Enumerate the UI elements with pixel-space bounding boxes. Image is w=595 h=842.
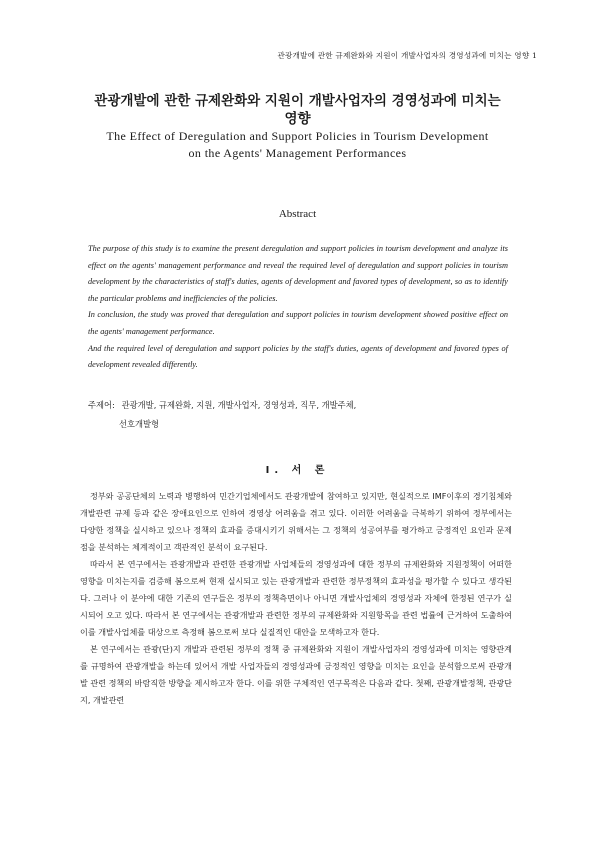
korean-title-line-2: 영향 (284, 111, 311, 127)
abstract-paragraph: The purpose of this study is to examine the present deregulation and support policies in tourism development and analyze its effect on the agents' management performance and reveal the required level of deregulation and support policies in tourism development by the characteristics of staff's duties, agents of development and favored types of development, so as to identify the particular problems and inefficiencies of the policies. (88, 244, 508, 303)
english-title-line-1: The Effect of Deregulation and Support Policies in Tourism Development (106, 129, 489, 143)
section-body (80, 488, 512, 709)
body-paragraph: 본 연구에서는 관광(단)지 개발과 관련된 정부의 정책 중 규제완화와 지원이 개발사업자의 경영성과에 미치는 영향관계를 규명하여 관광개발을 하는데 있어서 개발 사업자들의 경영성과에 긍정적인 영향을 미치는 요인을 분석함으로써 관광개발 관련 정책의 바람직한 방향을 제시하고자 한다. 이를 위한 구체적인 연구목적은 다음과 같다. 첫째, 관광개발정책, 관광단지, 개발관련 (80, 644, 512, 705)
running-head: 관광개발에 관한 규제완화와 지원이 개발사업자의 경영성과에 미치는 영향 1 (277, 51, 537, 60)
keywords-line-1: 관광개발, 규제완화, 지원, 개발사업자, 경영성과, 직무, 개발주체, (121, 400, 357, 410)
english-title (0, 128, 595, 162)
section-heading: I. 서 론 (265, 465, 330, 476)
korean-title (0, 92, 595, 128)
abstract-paragraph: In conclusion, the study was proved that deregulation and support policies in tourism development showed positive effect on the agents' management performance. (88, 310, 508, 336)
keywords-label: 주제어: (88, 400, 115, 410)
keywords (88, 396, 508, 434)
english-title-line-2: on the Agents' Management Performances (188, 146, 407, 160)
korean-title-line-1: 관광개발에 관한 규제완화와 지원이 개발사업자의 경영성과에 미치는 (94, 93, 501, 109)
abstract-heading: Abstract (278, 208, 317, 220)
abstract-paragraph: And the required level of deregulation and support policies by the staff's duties, agents of development and favored types of development revealed differently. (88, 343, 508, 370)
keywords-line-2: 선호개발형 (119, 419, 160, 429)
body-paragraph: 정부와 공공단체의 노력과 병행하여 민간기업체에서도 관광개발에 참여하고 있지만, 현실적으로 IMF이후의 경기침체와 개발관련 규제 등과 같은 장애요인으로 인하여 경영상 어려움을 겪고 있다. 이러한 어려움을 극복하기 위하여 정부에서는 다양한 정책을 실시하고 있으나 정책의 효과를 증대시키기 위해서는 그 정책의 성공여부를 평가하고 긍정적인 요인과 문제점을 분석하는 체계적이고 객관적인 분석이 요구된다. (80, 491, 512, 552)
abstract-body (88, 241, 508, 374)
body-paragraph: 따라서 본 연구에서는 관광개발과 관련한 관광개발 사업체들의 경영성과에 대한 정부의 규제완화와 지원정책이 어떠한 영향을 미치는지를 검증해 봄으로써 현재 실시되고 있는 관광개발과 관련한 정부정책의 효과성을 평가할 수 있다고 생각된다. 그러나 이 분야에 대한 기존의 연구들은 정부의 정책측면이나 아니면 개발사업체의 경영성과 자체에 한정된 연구가 실시되어 오고 있다. 따라서 본 연구에서는 관광개발과 관련한 정부의 규제완화와 지원항목을 관련 법률에 근거하여 도출하여 이를 개발사업체를 대상으로 측정해 봄으로써 보다 실질적인 대안을 모색하고자 한다. (80, 559, 512, 637)
